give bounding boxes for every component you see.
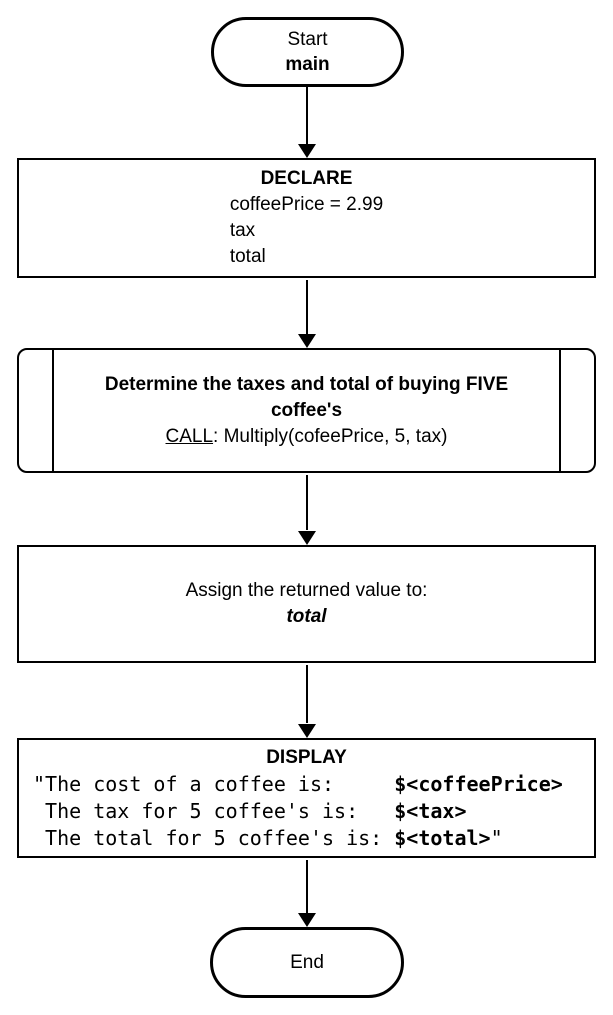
call-arguments: : Multiply(cofeePrice, 5, tax): [213, 425, 448, 447]
connector-call-to-assign: [306, 475, 308, 530]
end-label: End: [290, 952, 324, 973]
connector-assign-to-display: [306, 665, 308, 723]
declare-title: DECLARE: [260, 168, 353, 189]
arrowhead-display: [298, 724, 316, 738]
declare-var-tax: tax: [229, 220, 256, 241]
display-line-2-variable: $<tax>: [394, 798, 467, 823]
end-terminator: [210, 927, 404, 998]
connector-declare-to-call: [306, 280, 308, 335]
display-line-3-text: The total for 5 coffee's is:: [33, 825, 395, 850]
assign-variable: total: [286, 606, 327, 627]
arrowhead-declare: [298, 144, 316, 158]
assign-process-box: [17, 545, 596, 663]
arrowhead-call: [298, 334, 316, 348]
declare-text-block: [230, 166, 383, 270]
display-process-box: [17, 738, 596, 858]
display-line-2: [33, 798, 594, 825]
call-statement: [166, 424, 448, 450]
display-text-block: [19, 771, 594, 852]
display-line-1-variable: $<coffeePrice>: [394, 771, 563, 796]
arrowhead-assign: [298, 531, 316, 545]
display-line-1: [33, 771, 594, 798]
call-description-line2: coffee's: [270, 399, 343, 421]
declare-process-box: [17, 158, 596, 278]
start-function-name: main: [285, 54, 330, 75]
assign-text: Assign the returned value to:: [185, 580, 428, 601]
declare-var-coffeeprice: coffeePrice = 2.99: [229, 194, 384, 215]
display-line-3-variable: $<total>: [394, 825, 491, 850]
call-description-line1: Determine the taxes and total of buying FIVE: [104, 373, 509, 395]
display-title: DISPLAY: [266, 746, 347, 768]
start-terminator: [211, 17, 404, 87]
connector-display-to-end: [306, 860, 308, 913]
connector-start-to-declare: [306, 87, 308, 145]
call-keyword: CALL: [165, 425, 214, 447]
arrowhead-end: [298, 913, 316, 927]
predefined-left-bar-icon: [52, 350, 54, 471]
start-label: Start: [287, 29, 328, 50]
display-line-1-text: "The cost of a coffee is:: [33, 771, 395, 796]
declare-var-total: total: [229, 246, 266, 267]
display-line-3: [33, 825, 594, 852]
display-line-2-text: The tax for 5 coffee's is:: [33, 798, 395, 823]
display-line-3-suffix: ": [490, 825, 503, 850]
predefined-right-bar-icon: [559, 350, 561, 471]
predefined-process-box: [17, 348, 596, 473]
